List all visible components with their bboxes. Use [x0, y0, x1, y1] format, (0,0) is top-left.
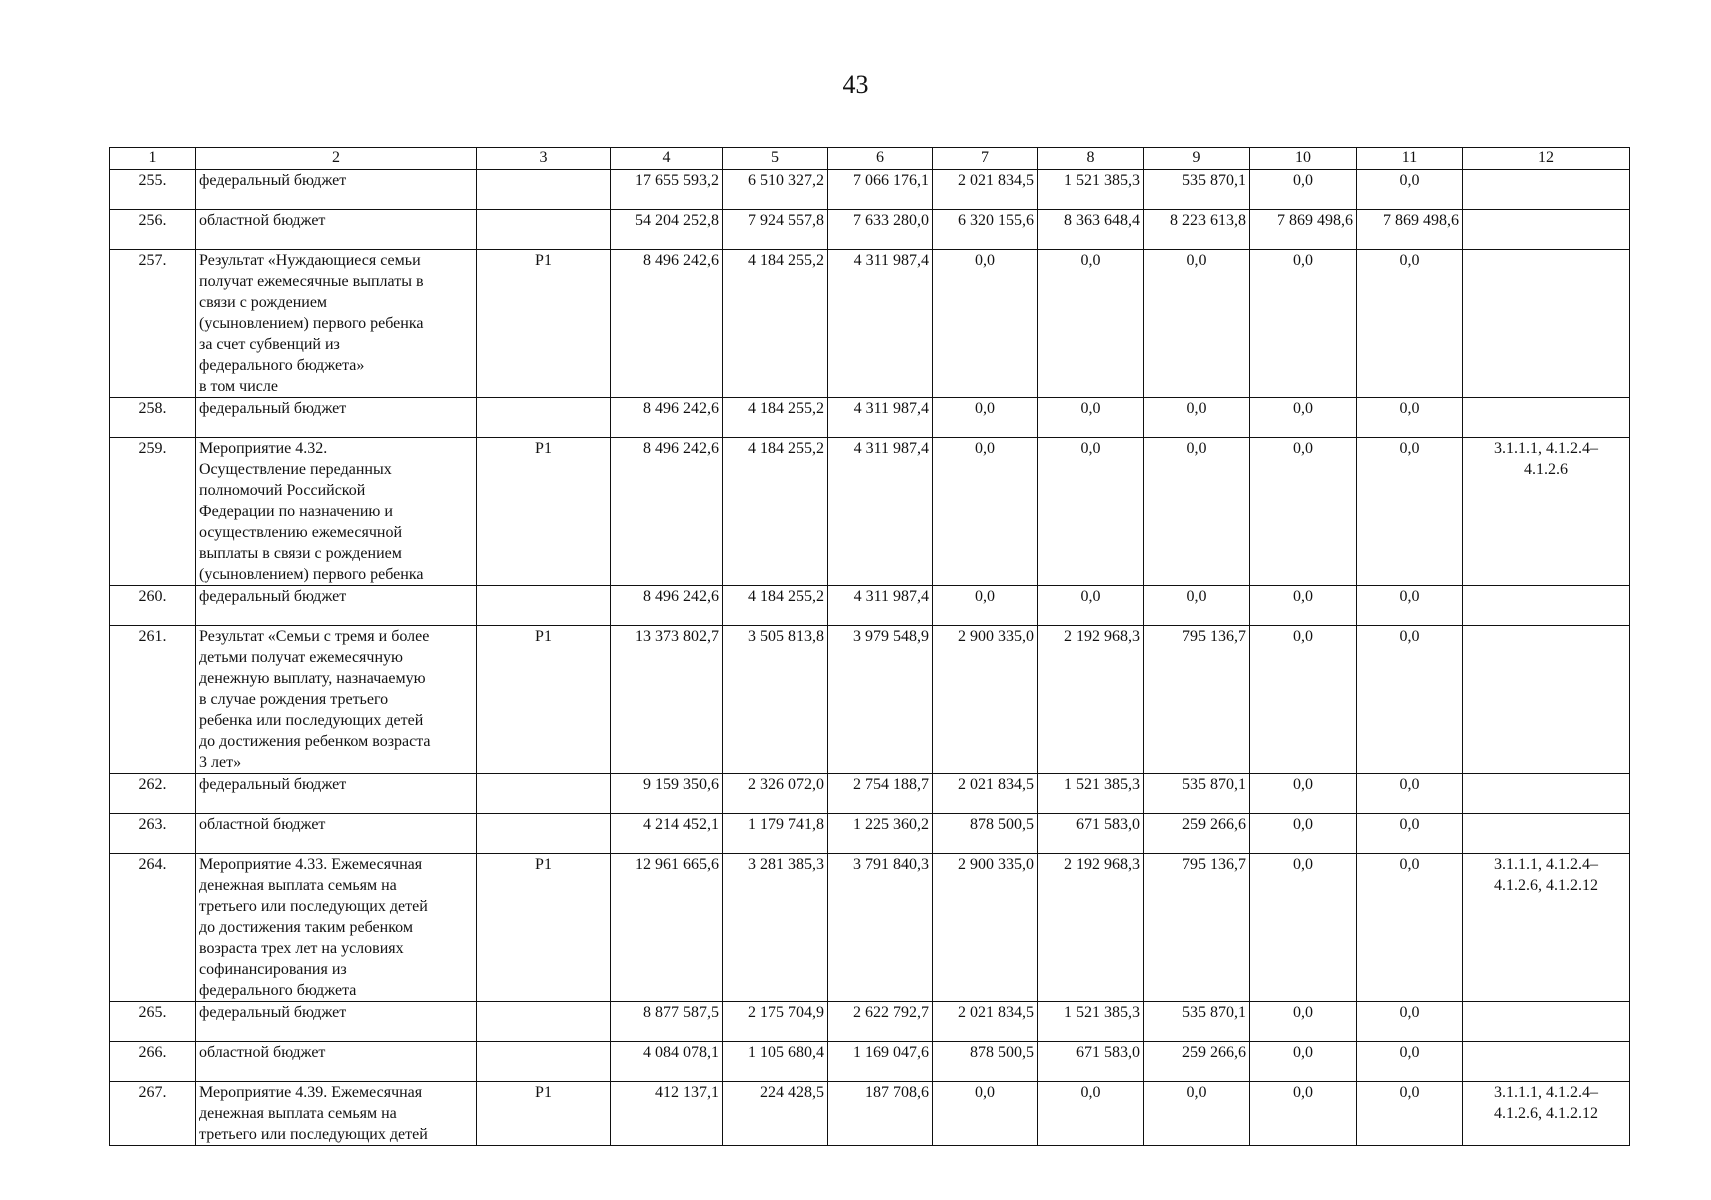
cell-value-col-11: 0,0	[1357, 774, 1463, 814]
cell-value-col-11: 0,0	[1357, 250, 1463, 398]
cell-value-col-7: 2 021 834,5	[933, 1002, 1038, 1042]
row-code	[477, 586, 611, 626]
cell-value-col-5: 4 184 255,2	[723, 586, 828, 626]
cell-value-col-9: 0,0	[1144, 1082, 1250, 1146]
row-code	[477, 814, 611, 854]
table-row	[110, 210, 1630, 250]
table-row	[110, 1002, 1630, 1042]
reference-line: 3.1.1.1, 4.1.2.4–	[1494, 1084, 1598, 1101]
row-name-line: областной бюджет	[199, 1044, 326, 1061]
row-number: 263.	[110, 814, 196, 854]
cell-value-col-6: 187 708,6	[828, 1082, 933, 1146]
cell-value-col-5: 3 505 813,8	[723, 626, 828, 774]
row-name-line: Мероприятие 4.39. Ежемесячная	[199, 1084, 423, 1101]
row-number: 259.	[110, 438, 196, 586]
table-row	[110, 170, 1630, 210]
cell-value-col-4: 412 137,1	[611, 1082, 723, 1146]
cell-value-col-8: 0,0	[1038, 586, 1144, 626]
row-code: Р1	[477, 438, 611, 586]
row-name-line: (усыновлением) первого ребенка	[199, 315, 424, 332]
cell-value-col-5: 1 179 741,8	[723, 814, 828, 854]
cell-value-col-6: 1 225 360,2	[828, 814, 933, 854]
row-name	[196, 1082, 477, 1146]
table-row	[110, 398, 1630, 438]
row-name-line: связи с рождением	[199, 294, 328, 311]
cell-value-col-8: 1 521 385,3	[1038, 1002, 1144, 1042]
row-code: Р1	[477, 854, 611, 1002]
reference-line: 4.1.2.6	[1524, 461, 1568, 478]
row-name-line: федерального бюджета»	[199, 357, 365, 374]
cell-value-col-10: 0,0	[1250, 170, 1357, 210]
cell-value-col-6: 3 979 548,9	[828, 626, 933, 774]
cell-value-col-6: 3 791 840,3	[828, 854, 933, 1002]
row-name	[196, 210, 477, 250]
row-code	[477, 1042, 611, 1082]
cell-value-col-8: 0,0	[1038, 1082, 1144, 1146]
cell-value-col-10: 7 869 498,6	[1250, 210, 1357, 250]
row-name-line: федеральный бюджет	[199, 588, 347, 605]
cell-value-col-5: 4 184 255,2	[723, 398, 828, 438]
row-name-line: денежную выплату, назначаемую	[199, 670, 426, 687]
cell-value-col-10: 0,0	[1250, 774, 1357, 814]
row-name-line: получат ежемесячные выплаты в	[199, 273, 424, 290]
row-number: 257.	[110, 250, 196, 398]
row-name-line: полномочий Российской	[199, 482, 366, 499]
row-number: 265.	[110, 1002, 196, 1042]
column-header-9: 9	[1144, 148, 1250, 170]
row-name	[196, 814, 477, 854]
cell-value-col-8: 1 521 385,3	[1038, 774, 1144, 814]
row-name-line: Осуществление переданных	[199, 461, 392, 478]
row-name	[196, 1002, 477, 1042]
column-header-5: 5	[723, 148, 828, 170]
cell-value-col-9: 795 136,7	[1144, 626, 1250, 774]
row-number: 258.	[110, 398, 196, 438]
table-row	[110, 1082, 1630, 1146]
row-name	[196, 170, 477, 210]
cell-value-col-10: 0,0	[1250, 1002, 1357, 1042]
cell-value-col-10: 0,0	[1250, 814, 1357, 854]
row-name	[196, 774, 477, 814]
reference-line: 3.1.1.1, 4.1.2.4–	[1494, 440, 1598, 457]
row-code	[477, 398, 611, 438]
cell-value-col-8: 671 583,0	[1038, 814, 1144, 854]
cell-value-col-11: 0,0	[1357, 1002, 1463, 1042]
column-header-3: 3	[477, 148, 611, 170]
column-header-6: 6	[828, 148, 933, 170]
row-reference	[1463, 1042, 1630, 1082]
cell-value-col-6: 4 311 987,4	[828, 250, 933, 398]
page-number: 43	[842, 70, 869, 99]
column-header-2: 2	[196, 148, 477, 170]
row-name	[196, 626, 477, 774]
row-name	[196, 438, 477, 586]
cell-value-col-5: 2 326 072,0	[723, 774, 828, 814]
row-name-line: Мероприятие 4.33. Ежемесячная	[199, 856, 423, 873]
cell-value-col-10: 0,0	[1250, 1042, 1357, 1082]
table-row	[110, 250, 1630, 398]
table-row	[110, 586, 1630, 626]
cell-value-col-7: 2 021 834,5	[933, 170, 1038, 210]
cell-value-col-10: 0,0	[1250, 586, 1357, 626]
cell-value-col-7: 878 500,5	[933, 1042, 1038, 1082]
cell-value-col-8: 0,0	[1038, 438, 1144, 586]
row-name	[196, 250, 477, 398]
cell-value-col-11: 0,0	[1357, 854, 1463, 1002]
row-name	[196, 1042, 477, 1082]
row-reference	[1463, 814, 1630, 854]
row-name-line: третьего или последующих детей	[199, 898, 428, 915]
cell-value-col-11: 0,0	[1357, 438, 1463, 586]
row-name-line: (усыновлением) первого ребенка	[199, 566, 424, 583]
row-number: 262.	[110, 774, 196, 814]
cell-value-col-7: 6 320 155,6	[933, 210, 1038, 250]
cell-value-col-9: 0,0	[1144, 250, 1250, 398]
cell-value-col-8: 2 192 968,3	[1038, 626, 1144, 774]
cell-value-col-4: 8 496 242,6	[611, 586, 723, 626]
cell-value-col-9: 259 266,6	[1144, 1042, 1250, 1082]
row-number: 260.	[110, 586, 196, 626]
row-reference	[1463, 210, 1630, 250]
cell-value-col-11: 0,0	[1357, 626, 1463, 774]
cell-value-col-9: 795 136,7	[1144, 854, 1250, 1002]
cell-value-col-5: 4 184 255,2	[723, 250, 828, 398]
row-name-line: до достижения таким ребенком	[199, 919, 413, 936]
row-name	[196, 854, 477, 1002]
cell-value-col-5: 224 428,5	[723, 1082, 828, 1146]
cell-value-col-5: 2 175 704,9	[723, 1002, 828, 1042]
row-code: Р1	[477, 626, 611, 774]
cell-value-col-7: 0,0	[933, 1082, 1038, 1146]
row-reference	[1463, 250, 1630, 398]
row-name-line: Результат «Нуждающиеся семьи	[199, 252, 421, 269]
cell-value-col-6: 7 066 176,1	[828, 170, 933, 210]
row-reference	[1463, 626, 1630, 774]
row-reference	[1463, 586, 1630, 626]
cell-value-col-8: 0,0	[1038, 398, 1144, 438]
cell-value-col-5: 1 105 680,4	[723, 1042, 828, 1082]
column-header-4: 4	[611, 148, 723, 170]
row-name-line: софинансирования из	[199, 961, 347, 978]
cell-value-col-9: 0,0	[1144, 586, 1250, 626]
row-name-line: в том числе	[199, 378, 278, 395]
row-name-line: до достижения ребенком возраста	[199, 733, 431, 750]
cell-value-col-4: 9 159 350,6	[611, 774, 723, 814]
row-name-line: детьми получат ежемесячную	[199, 649, 403, 666]
cell-value-col-4: 8 496 242,6	[611, 438, 723, 586]
table-row	[110, 438, 1630, 586]
row-name	[196, 586, 477, 626]
cell-value-col-11: 0,0	[1357, 814, 1463, 854]
row-reference	[1463, 774, 1630, 814]
cell-value-col-6: 4 311 987,4	[828, 586, 933, 626]
cell-value-col-4: 4 214 452,1	[611, 814, 723, 854]
cell-value-col-10: 0,0	[1250, 1082, 1357, 1146]
row-reference	[1463, 1082, 1630, 1146]
row-code	[477, 1002, 611, 1042]
cell-value-col-4: 8 496 242,6	[611, 398, 723, 438]
cell-value-col-9: 259 266,6	[1144, 814, 1250, 854]
cell-value-col-8: 0,0	[1038, 250, 1144, 398]
row-name-line: федеральный бюджет	[199, 776, 347, 793]
cell-value-col-5: 3 281 385,3	[723, 854, 828, 1002]
cell-value-col-11: 7 869 498,6	[1357, 210, 1463, 250]
cell-value-col-7: 0,0	[933, 398, 1038, 438]
cell-value-col-7: 0,0	[933, 586, 1038, 626]
cell-value-col-11: 0,0	[1357, 1042, 1463, 1082]
table-row	[110, 774, 1630, 814]
row-number: 256.	[110, 210, 196, 250]
row-name-line: осуществлению ежемесячной	[199, 524, 403, 541]
cell-value-col-9: 535 870,1	[1144, 1002, 1250, 1042]
table-body	[110, 170, 1630, 1146]
cell-value-col-7: 2 900 335,0	[933, 626, 1038, 774]
row-name-line: федерального бюджета	[199, 982, 357, 999]
cell-value-col-10: 0,0	[1250, 398, 1357, 438]
cell-value-col-8: 671 583,0	[1038, 1042, 1144, 1082]
cell-value-col-4: 17 655 593,2	[611, 170, 723, 210]
cell-value-col-11: 0,0	[1357, 1082, 1463, 1146]
row-name-line: за счет субвенций из	[199, 336, 340, 353]
budget-table	[109, 147, 1630, 1146]
table-header-row	[110, 148, 1630, 170]
cell-value-col-6: 2 622 792,7	[828, 1002, 933, 1042]
row-code	[477, 774, 611, 814]
row-name-line: третьего или последующих детей	[199, 1126, 428, 1143]
cell-value-col-7: 878 500,5	[933, 814, 1038, 854]
row-name-line: Результат «Семьи с тремя и более	[199, 628, 430, 645]
cell-value-col-7: 0,0	[933, 250, 1038, 398]
row-reference	[1463, 1002, 1630, 1042]
row-reference	[1463, 854, 1630, 1002]
table-row	[110, 1042, 1630, 1082]
cell-value-col-4: 12 961 665,6	[611, 854, 723, 1002]
cell-value-col-10: 0,0	[1250, 854, 1357, 1002]
row-code	[477, 210, 611, 250]
cell-value-col-11: 0,0	[1357, 398, 1463, 438]
row-name-line: областной бюджет	[199, 212, 326, 229]
cell-value-col-6: 7 633 280,0	[828, 210, 933, 250]
row-name-line: в случае рождения третьего	[199, 691, 389, 708]
row-code: Р1	[477, 250, 611, 398]
row-reference	[1463, 438, 1630, 586]
cell-value-col-6: 1 169 047,6	[828, 1042, 933, 1082]
cell-value-col-9: 8 223 613,8	[1144, 210, 1250, 250]
cell-value-col-9: 0,0	[1144, 398, 1250, 438]
column-header-12: 12	[1463, 148, 1630, 170]
cell-value-col-9: 535 870,1	[1144, 170, 1250, 210]
table-row	[110, 854, 1630, 1002]
cell-value-col-10: 0,0	[1250, 250, 1357, 398]
row-name-line: федеральный бюджет	[199, 1004, 347, 1021]
table-row	[110, 814, 1630, 854]
cell-value-col-4: 13 373 802,7	[611, 626, 723, 774]
reference-line: 3.1.1.1, 4.1.2.4–	[1494, 856, 1598, 873]
cell-value-col-4: 4 084 078,1	[611, 1042, 723, 1082]
cell-value-col-4: 8 496 242,6	[611, 250, 723, 398]
row-number: 264.	[110, 854, 196, 1002]
cell-value-col-11: 0,0	[1357, 170, 1463, 210]
column-header-1: 1	[110, 148, 196, 170]
row-name-line: Мероприятие 4.32.	[199, 440, 328, 457]
row-name-line: 3 лет»	[199, 754, 242, 771]
cell-value-col-6: 4 311 987,4	[828, 398, 933, 438]
cell-value-col-9: 535 870,1	[1144, 774, 1250, 814]
cell-value-col-8: 8 363 648,4	[1038, 210, 1144, 250]
cell-value-col-10: 0,0	[1250, 438, 1357, 586]
cell-value-col-5: 7 924 557,8	[723, 210, 828, 250]
row-reference	[1463, 170, 1630, 210]
row-name-line: ребенка или последующих детей	[199, 712, 424, 729]
row-name-line: возраста трех лет на условиях	[199, 940, 404, 957]
cell-value-col-5: 4 184 255,2	[723, 438, 828, 586]
cell-value-col-9: 0,0	[1144, 438, 1250, 586]
column-header-7: 7	[933, 148, 1038, 170]
row-name-line: денежная выплата семьям на	[199, 877, 397, 894]
row-name	[196, 398, 477, 438]
row-number: 261.	[110, 626, 196, 774]
row-number: 255.	[110, 170, 196, 210]
cell-value-col-8: 1 521 385,3	[1038, 170, 1144, 210]
column-header-10: 10	[1250, 148, 1357, 170]
row-name-line: Федерации по назначению и	[199, 503, 393, 520]
row-code: Р1	[477, 1082, 611, 1146]
cell-value-col-4: 8 877 587,5	[611, 1002, 723, 1042]
reference-line: 4.1.2.6, 4.1.2.12	[1494, 1105, 1598, 1122]
cell-value-col-7: 0,0	[933, 438, 1038, 586]
row-code	[477, 170, 611, 210]
cell-value-col-11: 0,0	[1357, 586, 1463, 626]
row-name-line: выплаты в связи с рождением	[199, 545, 402, 562]
row-reference	[1463, 398, 1630, 438]
row-name-line: федеральный бюджет	[199, 172, 347, 189]
row-name-line: федеральный бюджет	[199, 400, 347, 417]
cell-value-col-7: 2 900 335,0	[933, 854, 1038, 1002]
cell-value-col-10: 0,0	[1250, 626, 1357, 774]
cell-value-col-4: 54 204 252,8	[611, 210, 723, 250]
cell-value-col-5: 6 510 327,2	[723, 170, 828, 210]
column-header-11: 11	[1357, 148, 1463, 170]
cell-value-col-7: 2 021 834,5	[933, 774, 1038, 814]
cell-value-col-8: 2 192 968,3	[1038, 854, 1144, 1002]
column-header-8: 8	[1038, 148, 1144, 170]
row-name-line: денежная выплата семьям на	[199, 1105, 397, 1122]
table-row	[110, 626, 1630, 774]
row-number: 267.	[110, 1082, 196, 1146]
cell-value-col-6: 2 754 188,7	[828, 774, 933, 814]
reference-line: 4.1.2.6, 4.1.2.12	[1494, 877, 1598, 894]
row-name-line: областной бюджет	[199, 816, 326, 833]
row-number: 266.	[110, 1042, 196, 1082]
cell-value-col-6: 4 311 987,4	[828, 438, 933, 586]
